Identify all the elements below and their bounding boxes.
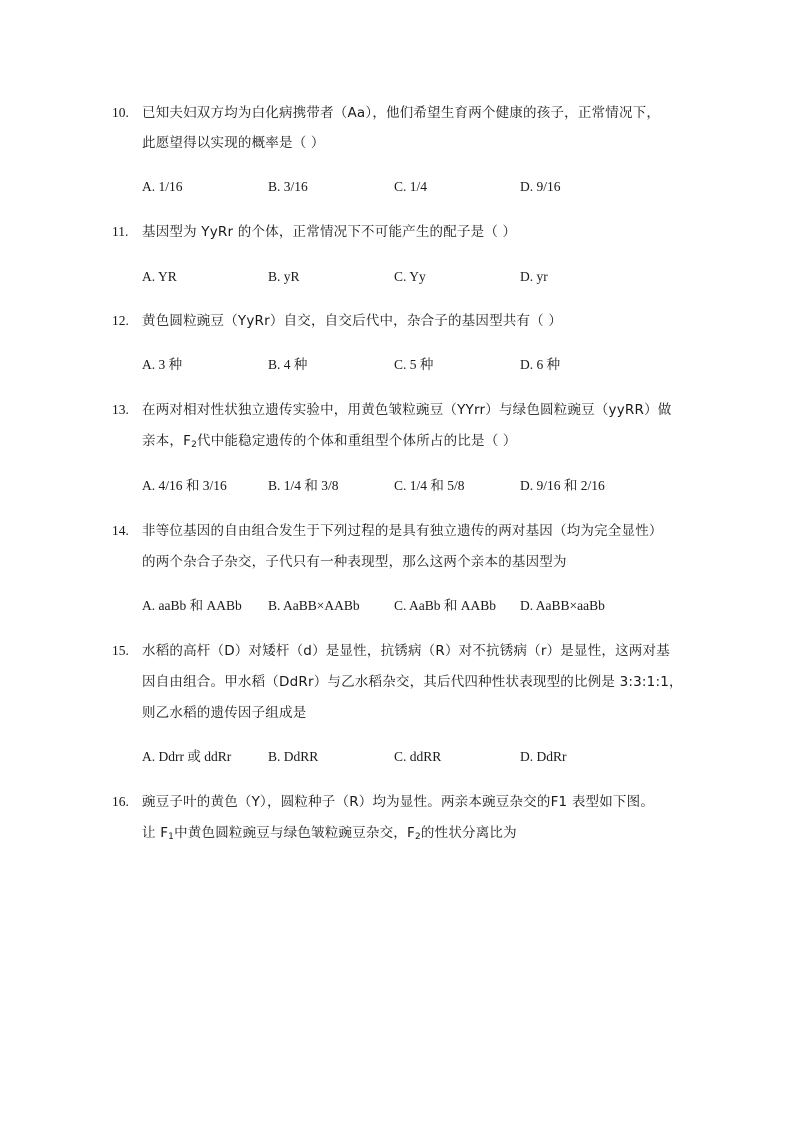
question-text: 豌豆子叶的黄色（Y），圆粒种子（R）均为显性。两亲本豌豆杂交的F1 表型如下图。 (142, 794, 655, 810)
question-number: 11. (112, 224, 129, 239)
option-b[interactable]: B. AaBB×AABb (268, 598, 360, 613)
question-number: 14. (112, 523, 129, 538)
option-c[interactable]: C. Yy (394, 269, 426, 284)
question-number: 16. (112, 794, 129, 809)
question-number: 15. (112, 643, 129, 658)
option-a[interactable]: A. 1/16 (142, 179, 183, 194)
question-text: 已知夫妇双方均为白化病携带者（Aa），他们希望生育两个健康的孩子，正常情况下， (142, 105, 661, 121)
option-d[interactable]: D. DdRr (520, 749, 567, 764)
option-d[interactable]: D. yr (520, 269, 548, 284)
option-c[interactable]: C. 5 种 (394, 357, 434, 372)
option-b[interactable]: B. DdRR (268, 749, 319, 764)
question-text: 则乙水稻的遗传因子组成是 (142, 705, 307, 721)
option-b[interactable]: B. yR (268, 269, 300, 284)
question-text: 的性状分离比为 (420, 825, 517, 841)
question-text: 代中能稳定遗传的个体和重组型个体所占的比是（ ） (197, 433, 517, 449)
question-text: 的两个杂合子杂交，子代只有一种表现型，那么这两个亲本的基因型为 (142, 554, 567, 570)
option-b[interactable]: B. 1/4 和 3/8 (268, 478, 339, 493)
option-c[interactable]: C. 1/4 和 5/8 (394, 478, 465, 493)
question-text: 黄色圆粒豌豆（YyRr）自交，自交后代中，杂合子的基因型共有（ ） (142, 313, 563, 329)
question-text-line-2 (142, 824, 517, 846)
option-d[interactable]: D. AaBB×aaBb (520, 598, 605, 613)
option-a[interactable]: A. YR (142, 269, 177, 284)
option-a[interactable]: A. Ddrr 或 ddRr (142, 749, 232, 764)
question-text: 中黄色圆粒豌豆与绿色皱粒豌豆杂交，F (174, 825, 415, 841)
option-a[interactable]: A. 3 种 (142, 357, 183, 372)
option-c[interactable]: C. AaBb 和 AABb (394, 598, 497, 613)
subscript: 2 (414, 832, 421, 842)
question-text: 水稻的高杆（D）对矮杆（d）是显性，抗锈病（R）对不抗锈病（r）是显性，这两对基 (142, 643, 670, 659)
question-text: 在两对相对性状独立遗传实验中，用黄色皱粒豌豆（YYrr）与绿色圆粒豌豆（yyRR）做 (142, 402, 672, 418)
option-c[interactable]: C. 1/4 (394, 179, 428, 194)
question-text: 基因型为 YyRr 的个体，正常情况下不可能产生的配子是（ ） (142, 224, 517, 240)
subscript: 1 (168, 832, 175, 842)
option-d[interactable]: D. 9/16 和 2/16 (520, 478, 605, 493)
option-a[interactable]: A. 4/16 和 3/16 (142, 478, 227, 493)
question-number: 10. (112, 105, 129, 120)
question-text: 让 F (142, 825, 169, 841)
question-text: 亲本，F (142, 433, 192, 449)
subscript: 2 (191, 440, 198, 450)
option-b[interactable]: B. 3/16 (268, 179, 308, 194)
question-text: 非等位基因的自由组合发生于下列过程的是具有独立遗传的两对基因（均为完全显性） (142, 523, 663, 539)
option-d[interactable]: D. 9/16 (520, 179, 561, 194)
question-text: 此愿望得以实现的概率是（ ） (142, 135, 325, 151)
question-text: 因自由组合。甲水稻（DdRr）与乙水稻杂交，其后代四种性状表现型的比例是 3:3:1:1， (142, 674, 683, 690)
option-c[interactable]: C. ddRR (394, 749, 442, 764)
option-d[interactable]: D. 6 种 (520, 357, 561, 372)
question-text-line-2 (142, 432, 517, 454)
question-number: 12. (112, 313, 129, 328)
option-a[interactable]: A. aaBb 和 AABb (142, 598, 242, 613)
question-number: 13. (112, 402, 129, 417)
option-b[interactable]: B. 4 种 (268, 357, 308, 372)
